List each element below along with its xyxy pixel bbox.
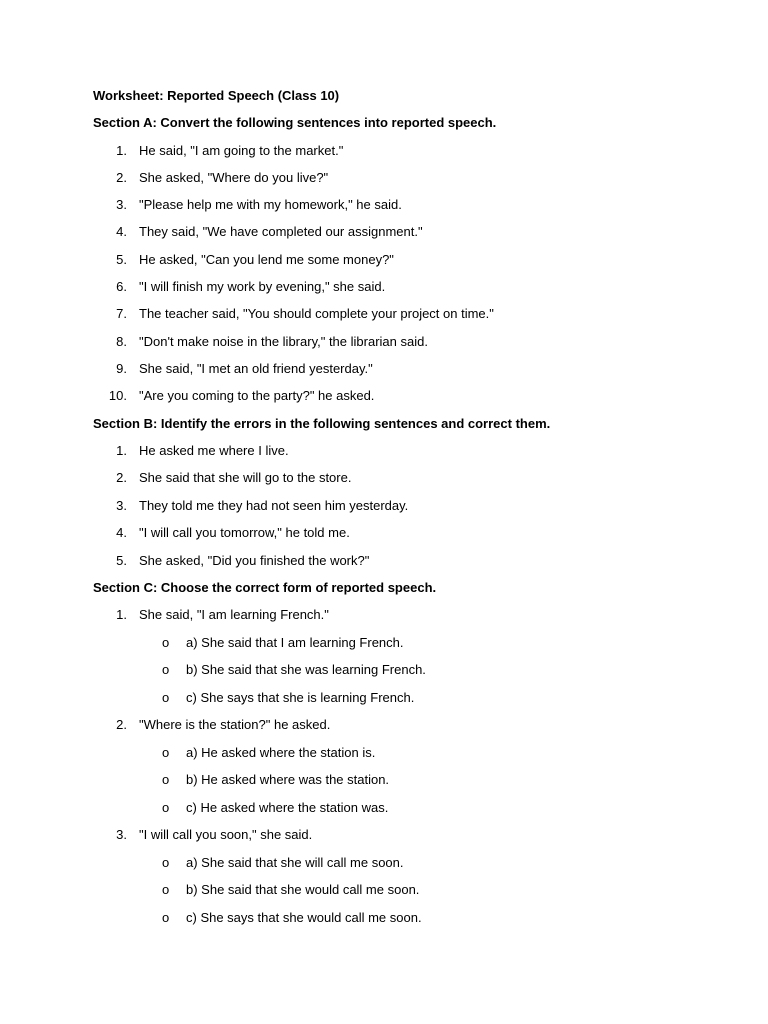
page-title: Worksheet: Reported Speech (Class 10) xyxy=(93,88,340,103)
item-text: The teacher said, "You should complete your project on time." xyxy=(139,306,494,321)
item-text: "I will call you tomorrow," he told me. xyxy=(139,525,350,540)
bullet-icon: o xyxy=(162,745,170,760)
item-number: 3. xyxy=(116,498,127,513)
item-text: They told me they had not seen him yesterday. xyxy=(139,498,409,513)
item-number: 4. xyxy=(116,224,127,239)
item-text: They said, "We have completed our assignment." xyxy=(139,224,423,239)
item-text: She asked, "Where do you live?" xyxy=(139,170,329,185)
bullet-icon: o xyxy=(162,662,170,677)
item-text: "I will finish my work by evening," she said. xyxy=(139,279,386,294)
option-text: c) He asked where the station was. xyxy=(186,800,389,815)
option-text: a) He asked where the station is. xyxy=(186,745,376,760)
bullet-icon: o xyxy=(162,855,170,870)
section-b-heading: Section B: Identify the errors in the following sentences and correct them. xyxy=(93,416,551,431)
bullet-icon: o xyxy=(162,882,170,897)
bullet-icon: o xyxy=(162,772,170,787)
item-text: "Don't make noise in the library," the librarian said. xyxy=(139,334,428,349)
item-number: 1. xyxy=(116,143,127,158)
item-text: He said, "I am going to the market." xyxy=(139,143,344,158)
option-text: a) She said that she will call me soon. xyxy=(186,855,404,870)
item-number: 5. xyxy=(116,553,127,568)
item-number: 2. xyxy=(116,170,127,185)
item-number: 3. xyxy=(116,827,127,842)
item-text: She said, "I am learning French." xyxy=(139,607,329,622)
item-number: 2. xyxy=(116,717,127,732)
section-a-heading: Section A: Convert the following sentences into reported speech. xyxy=(93,115,497,130)
item-number: 1. xyxy=(116,443,127,458)
item-text: "I will call you soon," she said. xyxy=(139,827,313,842)
item-text: He asked me where I live. xyxy=(139,443,289,458)
item-text: He asked, "Can you lend me some money?" xyxy=(139,252,394,267)
item-number: 10. xyxy=(108,388,127,403)
bullet-icon: o xyxy=(162,800,170,815)
bullet-icon: o xyxy=(162,690,170,705)
option-text: a) She said that I am learning French. xyxy=(186,635,404,650)
item-number: 3. xyxy=(116,197,127,212)
item-text: "Please help me with my homework," he said. xyxy=(139,197,402,212)
item-number: 5. xyxy=(116,252,127,267)
item-number: 6. xyxy=(116,279,127,294)
option-text: b) He asked where was the station. xyxy=(186,772,390,787)
option-text: b) She said that she would call me soon. xyxy=(186,882,420,897)
item-number: 1. xyxy=(116,607,127,622)
item-text: "Are you coming to the party?" he asked. xyxy=(139,388,375,403)
bullet-icon: o xyxy=(162,635,170,650)
item-number: 7. xyxy=(116,306,127,321)
option-text: c) She says that she is learning French. xyxy=(186,690,415,705)
section-c-heading: Section C: Choose the correct form of reported speech. xyxy=(93,580,437,595)
item-text: She asked, "Did you finished the work?" xyxy=(139,553,370,568)
item-text: She said, "I met an old friend yesterday." xyxy=(139,361,373,376)
item-text: "Where is the station?" he asked. xyxy=(139,717,331,732)
item-text: She said that she will go to the store. xyxy=(139,470,352,485)
item-number: 8. xyxy=(116,334,127,349)
item-number: 4. xyxy=(116,525,127,540)
item-number: 2. xyxy=(116,470,127,485)
option-text: c) She says that she would call me soon. xyxy=(186,910,422,925)
item-number: 9. xyxy=(116,361,127,376)
option-text: b) She said that she was learning French. xyxy=(186,662,426,677)
bullet-icon: o xyxy=(162,910,170,925)
